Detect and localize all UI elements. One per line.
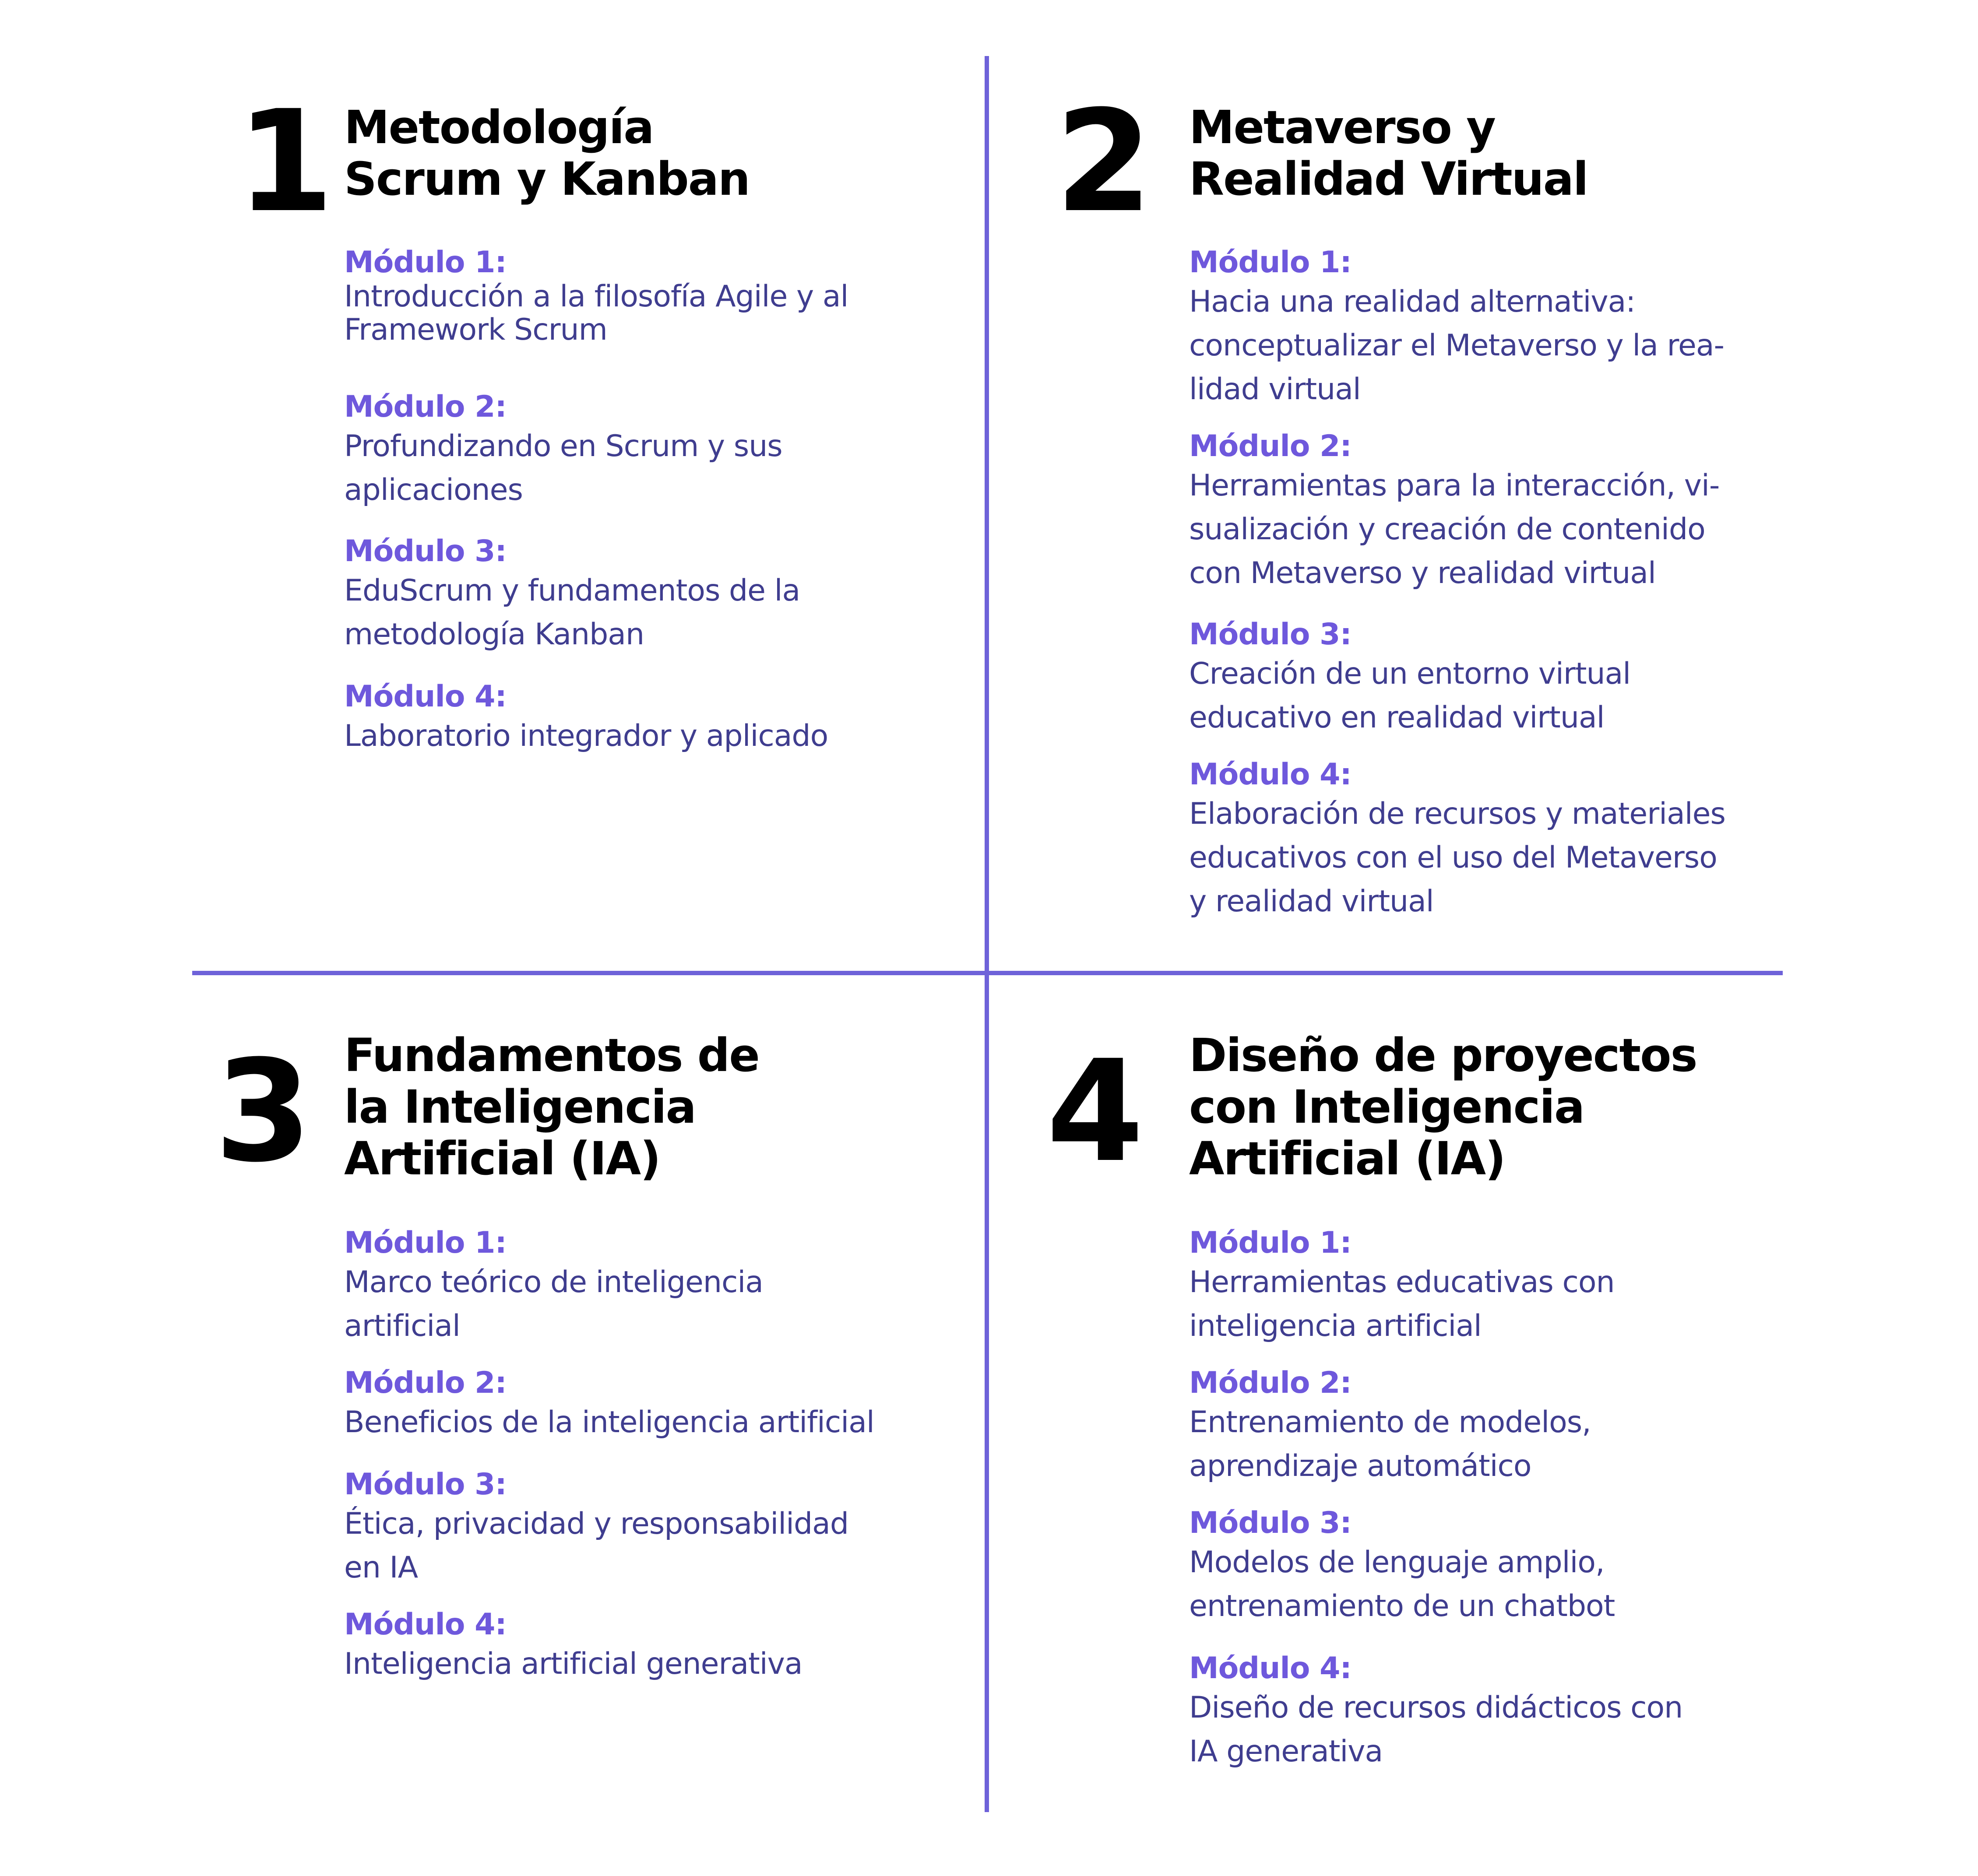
module-label: Módulo 4: [1189, 757, 1352, 792]
module-item [1189, 617, 1802, 740]
module-description [344, 714, 957, 758]
module-label: Módulo 3: [1189, 1506, 1352, 1540]
module-description-line: con Metaverso y realidad virtual [1189, 556, 1656, 590]
module-label: Módulo 2: [344, 1366, 507, 1400]
section-title [1189, 102, 1588, 205]
module-item [344, 1607, 957, 1686]
module-description [1189, 1261, 1802, 1348]
module-label: Módulo 1: [1189, 245, 1352, 280]
section-title-line: Diseño de proyectos [1189, 1029, 1697, 1082]
module-description-line: Ética, privacidad y responsabilidad [344, 1507, 849, 1541]
module-item [1189, 429, 1802, 595]
section-title [1189, 1029, 1697, 1184]
module-item [344, 245, 957, 347]
module-description-line: Creación de un entorno virtual [1189, 657, 1631, 691]
module-item [1189, 757, 1802, 924]
module-label: Módulo 4: [344, 679, 507, 714]
section-number: 2 [1055, 81, 1148, 243]
module-description-line: sualización y creación de contenido [1189, 512, 1705, 547]
module-label: Módulo 4: [344, 1607, 507, 1642]
module-description-line: entrenamiento de un chatbot [1189, 1589, 1615, 1623]
module-description-line: Inteligencia artificial generativa [344, 1647, 802, 1681]
module-item [344, 534, 957, 657]
module-description-line: Hacia una realidad alternativa: [1189, 285, 1636, 319]
module-description [1189, 280, 1802, 411]
module-description-line: IA generativa [1189, 1734, 1383, 1769]
section-title-line: con Inteligencia [1189, 1080, 1584, 1134]
module-description-line: Profundizando en Scrum y sus [344, 429, 782, 464]
section-title-line: Scrum y Kanban [344, 152, 750, 206]
module-label: Módulo 3: [1189, 617, 1352, 652]
module-description-line: Herramientas para la interacción, vi- [1189, 468, 1720, 503]
module-description [344, 1502, 957, 1590]
section-title-line: Metodología [344, 101, 654, 154]
module-item [344, 1467, 957, 1590]
module-description [344, 280, 957, 347]
module-description [1189, 652, 1802, 740]
module-description [1189, 1541, 1802, 1628]
module-item [1189, 1226, 1802, 1348]
section-number: 4 [1046, 1030, 1140, 1193]
section-number: 1 [236, 81, 330, 243]
module-description-line: Diseño de recursos didácticos con [1189, 1690, 1683, 1725]
module-label: Módulo 1: [344, 1226, 507, 1260]
module-description-line: Modelos de lenguaje amplio, [1189, 1545, 1605, 1580]
module-description-line: EduScrum y fundamentos de la [344, 573, 800, 608]
module-label: Módulo 2: [1189, 1366, 1352, 1400]
module-description-line: aprendizaje automático [1189, 1449, 1531, 1483]
module-description-line: lidad virtual [1189, 372, 1361, 407]
module-item [344, 390, 957, 512]
module-description [344, 1642, 957, 1686]
module-description [1189, 464, 1802, 595]
module-label: Módulo 3: [344, 1467, 507, 1502]
module-description-line: artificial [344, 1309, 460, 1343]
section-title-line: Realidad Virtual [1189, 152, 1588, 206]
module-description [1189, 1401, 1802, 1488]
section-title-line: Artificial (IA) [1189, 1132, 1505, 1185]
module-description-line: Introducción a la filosofía Agile y al [344, 279, 848, 314]
module-description-line: y realidad virtual [1189, 884, 1434, 919]
module-description-line: Laboratorio integrador y aplicado [344, 719, 828, 753]
module-item [344, 1366, 957, 1444]
module-item [1189, 245, 1802, 411]
section-title [344, 102, 750, 205]
module-item [1189, 1506, 1802, 1628]
section-title-line: Artificial (IA) [344, 1132, 660, 1185]
module-item [344, 679, 957, 758]
module-description-line: Elaboración de recursos y materiales [1189, 797, 1725, 831]
module-description-line: metodología Kanban [344, 617, 644, 652]
section-number: 3 [215, 1030, 308, 1193]
module-description [344, 1401, 957, 1444]
module-label: Módulo 2: [344, 390, 507, 424]
module-description-line: Herramientas educativas con [1189, 1265, 1615, 1300]
module-item [344, 1226, 957, 1348]
module-label: Módulo 2: [1189, 429, 1352, 464]
module-label: Módulo 1: [344, 245, 507, 280]
section-title-line: Metaverso y [1189, 101, 1495, 154]
module-description-line: Entrenamiento de modelos, [1189, 1405, 1591, 1440]
module-description [344, 1261, 957, 1348]
module-description-line: Framework Scrum [344, 313, 607, 347]
module-description-line: en IA [344, 1550, 418, 1585]
module-description [344, 425, 957, 512]
horizontal-divider [192, 971, 1783, 975]
section-title-line: Fundamentos de [344, 1029, 759, 1082]
module-description [344, 569, 957, 657]
vertical-divider [985, 56, 989, 1812]
module-description-line: inteligencia artificial [1189, 1309, 1482, 1343]
module-description [1189, 1686, 1802, 1774]
module-description-line: Marco teórico de inteligencia [344, 1265, 763, 1300]
module-label: Módulo 4: [1189, 1651, 1352, 1686]
module-item [1189, 1366, 1802, 1488]
module-description-line: Beneficios de la inteligencia artificial [344, 1405, 874, 1440]
module-label: Módulo 1: [1189, 1226, 1352, 1260]
module-label: Módulo 3: [344, 534, 507, 569]
module-description-line: educativo en realidad virtual [1189, 700, 1605, 735]
module-description-line: aplicaciones [344, 473, 523, 507]
module-description [1189, 792, 1802, 924]
section-title [344, 1029, 759, 1184]
module-description-line: educativos con el uso del Metaverso [1189, 840, 1717, 875]
section-title-line: la Inteligencia [344, 1080, 696, 1134]
module-description-line: conceptualizar el Metaverso y la rea- [1189, 328, 1725, 363]
module-item [1189, 1651, 1802, 1774]
